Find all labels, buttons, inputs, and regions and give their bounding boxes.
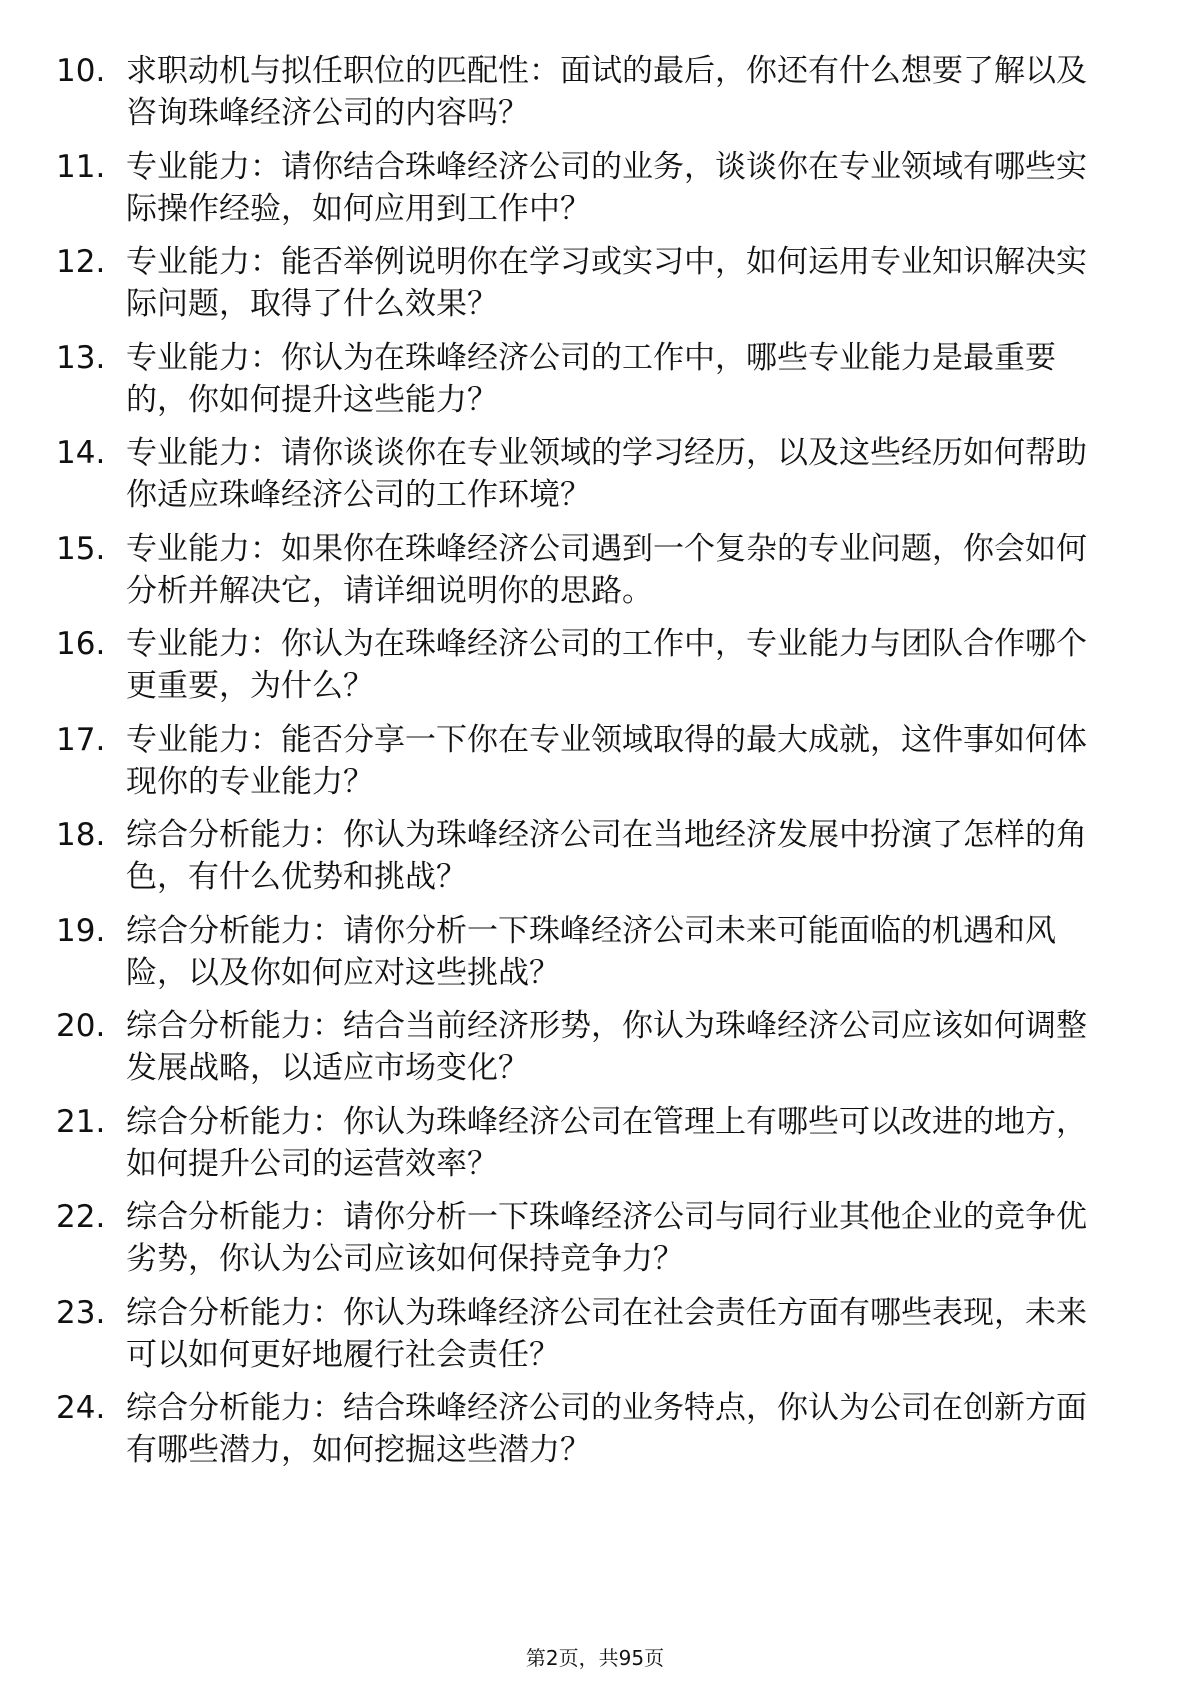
page-number: 第2页，共95页	[525, 1646, 665, 1670]
item-text: 专业能力：能否举例说明你在学习或实习中，如何运用专业知识解决实际问题，取得了什么效果？	[126, 244, 1087, 322]
item-number: 22.	[56, 1199, 106, 1235]
item-number: 16.	[56, 626, 106, 662]
item-text: 专业能力：你认为在珠峰经济公司的工作中，哪些专业能力是最重要的，你如何提升这些能力？	[126, 339, 1056, 418]
item-text: 综合分析能力：你认为珠峰经济公司在当地经济发展中扮演了怎样的角色，有什么优势和挑战？	[126, 817, 1087, 895]
list-item	[56, 1101, 1116, 1197]
list-item	[56, 241, 1116, 337]
item-text: 综合分析能力：请你分析一下珠峰经济公司与同行业其他企业的竞争优劣势，你认为公司应该如何保持竞争力？	[126, 1199, 1087, 1277]
item-number: 20.	[56, 1008, 106, 1044]
list-item	[56, 719, 1116, 815]
question-list	[56, 50, 1116, 1483]
list-item	[56, 1005, 1116, 1101]
item-number: 14.	[56, 435, 106, 471]
list-item	[56, 146, 1116, 242]
list-item	[56, 623, 1116, 719]
item-text: 综合分析能力：结合珠峰经济公司的业务特点，你认为公司在创新方面有哪些潜力，如何挖掘这些潜力？	[126, 1390, 1087, 1468]
item-number: 19.	[56, 912, 106, 949]
item-text: 综合分析能力：请你分析一下珠峰经济公司未来可能面临的机遇和风险，以及你如何应对这些挑战？	[126, 912, 1056, 991]
item-text: 综合分析能力：你认为珠峰经济公司在管理上有哪些可以改进的地方，如何提升公司的运营效率？	[126, 1103, 1087, 1182]
item-text: 综合分析能力：结合当前经济形势，你认为珠峰经济公司应该如何调整发展战略，以适应市场变化？	[126, 1008, 1087, 1086]
list-item	[56, 337, 1116, 433]
list-item	[56, 432, 1116, 528]
item-number: 23.	[56, 1294, 106, 1331]
list-item	[56, 1292, 1116, 1388]
list-item	[56, 910, 1116, 1006]
item-number: 12.	[56, 244, 106, 280]
item-number: 24.	[56, 1390, 106, 1426]
item-number: 21.	[56, 1103, 106, 1140]
list-item	[56, 50, 1116, 146]
item-number: 10.	[56, 53, 106, 89]
list-item	[56, 814, 1116, 910]
item-number: 17.	[56, 721, 106, 758]
item-text: 综合分析能力：你认为珠峰经济公司在社会责任方面有哪些表现，未来可以如何更好地履行社会责任？	[126, 1294, 1087, 1373]
item-text: 专业能力：请你谈谈你在专业领域的学习经历，以及这些经历如何帮助你适应珠峰经济公司的工作环境？	[126, 435, 1087, 513]
list-item	[56, 528, 1116, 624]
item-number: 11.	[56, 148, 106, 185]
item-text: 专业能力：如果你在珠峰经济公司遇到一个复杂的专业问题，你会如何分析并解决它，请详细说明你的思路。	[126, 530, 1087, 609]
item-number: 15.	[56, 530, 106, 567]
item-text: 求职动机与拟任职位的匹配性：面试的最后，你还有什么想要了解以及咨询珠峰经济公司的内容吗？	[126, 53, 1087, 131]
item-text: 专业能力：能否分享一下你在专业领域取得的最大成就，这件事如何体现你的专业能力？	[126, 721, 1087, 800]
item-number: 13.	[56, 339, 106, 376]
item-text: 专业能力：你认为在珠峰经济公司的工作中，专业能力与团队合作哪个更重要，为什么？	[126, 626, 1087, 704]
item-number: 18.	[56, 817, 106, 853]
item-text: 专业能力：请你结合珠峰经济公司的业务，谈谈你在专业领域有哪些实际操作经验，如何应用到工作中？	[126, 148, 1087, 227]
list-item	[56, 1196, 1116, 1292]
list-item	[56, 1387, 1116, 1483]
